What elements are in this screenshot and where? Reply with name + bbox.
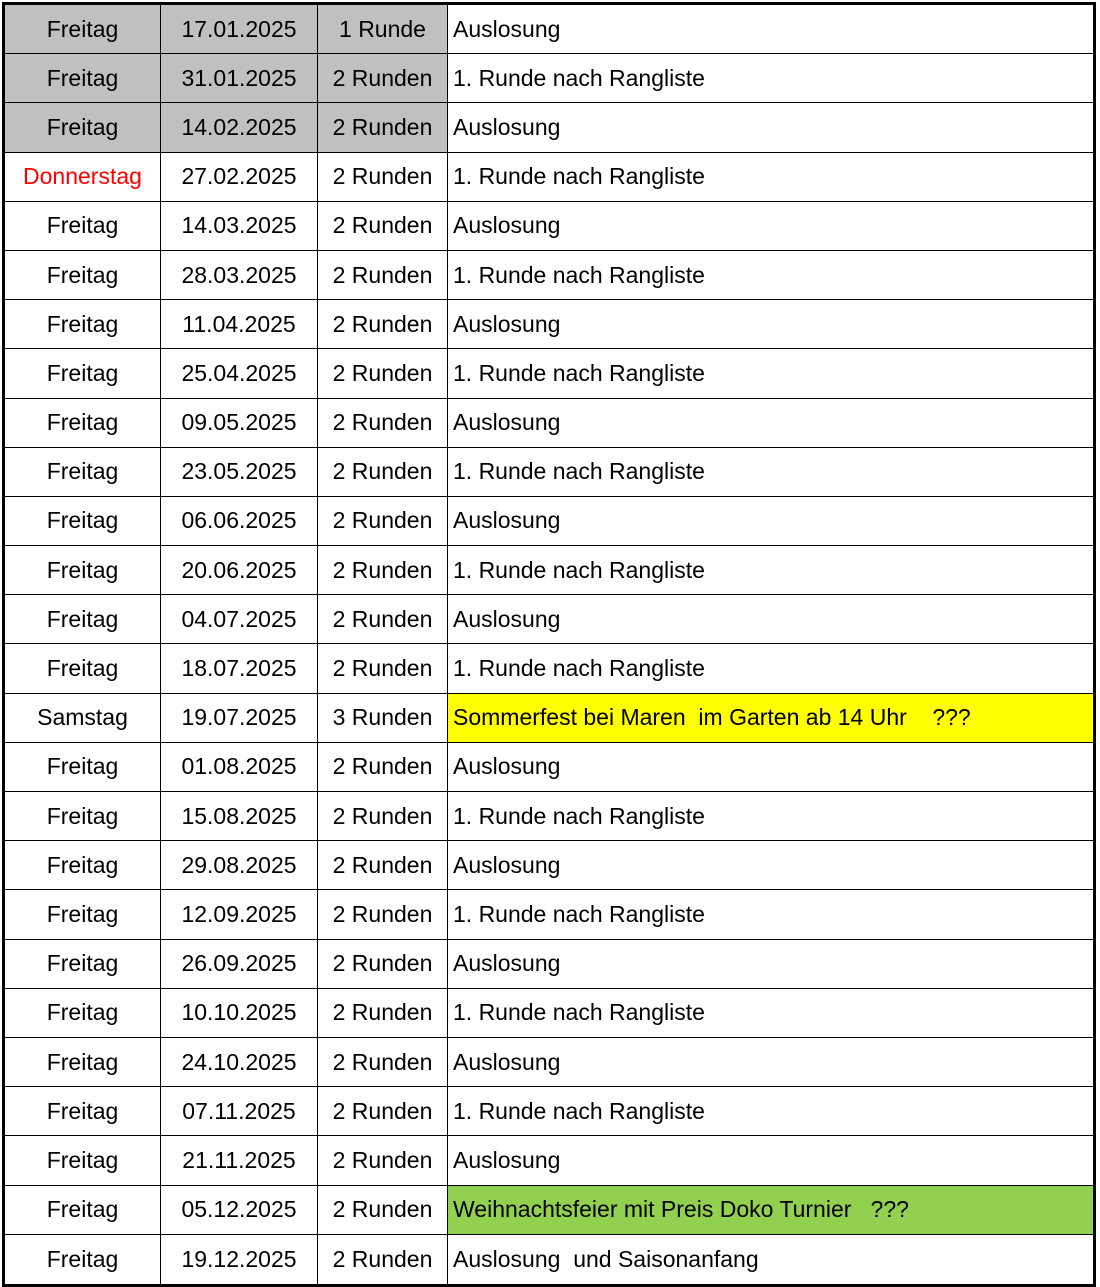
note-cell: Auslosung <box>453 15 561 42</box>
table-row <box>5 251 1093 300</box>
note-cell: 1. Runde nach Rangliste <box>453 556 705 583</box>
table-row <box>5 644 1093 693</box>
note-cell: Auslosung <box>453 113 561 140</box>
weekday-cell: Freitag <box>5 300 161 348</box>
rounds-cell: 2 Runden <box>318 448 448 496</box>
rounds-cell: 3 Runden <box>318 694 448 742</box>
rounds-cell: 2 Runden <box>318 497 448 545</box>
rounds-cell: 2 Runden <box>318 300 448 348</box>
date-cell: 20.06.2025 <box>161 546 318 594</box>
table-row <box>5 448 1093 497</box>
table-row <box>5 792 1093 841</box>
table-row <box>5 349 1093 398</box>
rounds-cell: 2 Runden <box>318 1087 448 1135</box>
rounds-cell: 2 Runden <box>318 743 448 791</box>
rounds-cell: 1 Runde <box>318 5 448 53</box>
table-row <box>5 103 1093 152</box>
weekday-cell: Freitag <box>5 399 161 447</box>
weekday-cell: Samstag <box>5 694 161 742</box>
weekday-cell: Freitag <box>5 546 161 594</box>
table-row <box>5 5 1093 54</box>
weekday-cell: Freitag <box>5 1087 161 1135</box>
table-row <box>5 153 1093 202</box>
table-row <box>5 1186 1093 1235</box>
note-cell: Auslosung <box>453 1048 561 1075</box>
date-cell: 09.05.2025 <box>161 399 318 447</box>
schedule-table <box>2 2 1096 1287</box>
weekday-cell: Freitag <box>5 103 161 151</box>
date-cell: 19.07.2025 <box>161 694 318 742</box>
date-cell: 11.04.2025 <box>161 300 318 348</box>
rounds-cell: 2 Runden <box>318 1235 448 1284</box>
table-row <box>5 399 1093 448</box>
note-cell: 1. Runde nach Rangliste <box>453 999 705 1026</box>
table-row <box>5 1136 1093 1185</box>
note-cell: Auslosung <box>453 851 561 878</box>
weekday-cell: Freitag <box>5 1038 161 1086</box>
weekday-cell: Freitag <box>5 448 161 496</box>
date-cell: 26.09.2025 <box>161 940 318 988</box>
rounds-cell: 2 Runden <box>318 153 448 201</box>
date-cell: 23.05.2025 <box>161 448 318 496</box>
date-cell: 25.04.2025 <box>161 349 318 397</box>
rounds-cell: 2 Runden <box>318 349 448 397</box>
date-cell: 01.08.2025 <box>161 743 318 791</box>
table-row <box>5 841 1093 890</box>
note-cell: 1. Runde nach Rangliste <box>453 900 705 927</box>
table-row <box>5 743 1093 792</box>
date-cell: 14.03.2025 <box>161 202 318 250</box>
note-cell: Auslosung <box>453 605 561 632</box>
table-row <box>5 546 1093 595</box>
rounds-cell: 2 Runden <box>318 989 448 1037</box>
date-cell: 19.12.2025 <box>161 1235 318 1284</box>
note-cell: Sommerfest bei Maren im Garten ab 14 Uhr ??? <box>448 694 1093 742</box>
table-row <box>5 1235 1093 1284</box>
date-cell: 07.11.2025 <box>161 1087 318 1135</box>
weekday-cell: Freitag <box>5 890 161 938</box>
note-cell: 1. Runde nach Rangliste <box>453 1097 705 1124</box>
note-cell: 1. Runde nach Rangliste <box>453 261 705 288</box>
date-cell: 18.07.2025 <box>161 644 318 692</box>
note-cell: Auslosung <box>453 950 561 977</box>
date-cell: 29.08.2025 <box>161 841 318 889</box>
weekday-cell: Freitag <box>5 497 161 545</box>
table-row <box>5 1087 1093 1136</box>
rounds-cell: 2 Runden <box>318 1186 448 1234</box>
date-cell: 06.06.2025 <box>161 497 318 545</box>
weekday-cell: Freitag <box>5 1235 161 1284</box>
date-cell: 15.08.2025 <box>161 792 318 840</box>
note-cell: Auslosung <box>453 753 561 780</box>
date-cell: 17.01.2025 <box>161 5 318 53</box>
note-cell: 1. Runde nach Rangliste <box>453 458 705 485</box>
date-cell: 31.01.2025 <box>161 54 318 102</box>
note-cell: 1. Runde nach Rangliste <box>453 64 705 91</box>
rounds-cell: 2 Runden <box>318 546 448 594</box>
date-cell: 05.12.2025 <box>161 1186 318 1234</box>
note-cell: 1. Runde nach Rangliste <box>453 802 705 829</box>
date-cell: 21.11.2025 <box>161 1136 318 1184</box>
note-cell: 1. Runde nach Rangliste <box>453 655 705 682</box>
table-row <box>5 989 1093 1038</box>
weekday-cell: Freitag <box>5 5 161 53</box>
weekday-cell: Freitag <box>5 1186 161 1234</box>
weekday-cell: Freitag <box>5 644 161 692</box>
date-cell: 04.07.2025 <box>161 595 318 643</box>
rounds-cell: 2 Runden <box>318 251 448 299</box>
weekday-cell: Freitag <box>5 940 161 988</box>
note-cell: Auslosung <box>453 310 561 337</box>
rounds-cell: 2 Runden <box>318 103 448 151</box>
date-cell: 14.02.2025 <box>161 103 318 151</box>
date-cell: 10.10.2025 <box>161 989 318 1037</box>
date-cell: 28.03.2025 <box>161 251 318 299</box>
table-row <box>5 202 1093 251</box>
note-cell: Auslosung <box>453 409 561 436</box>
weekday-cell: Donnerstag <box>5 153 161 201</box>
rounds-cell: 2 Runden <box>318 792 448 840</box>
table-row <box>5 1038 1093 1087</box>
weekday-cell: Freitag <box>5 202 161 250</box>
weekday-cell: Freitag <box>5 989 161 1037</box>
rounds-cell: 2 Runden <box>318 940 448 988</box>
note-cell: Auslosung <box>453 507 561 534</box>
weekday-cell: Freitag <box>5 595 161 643</box>
weekday-cell: Freitag <box>5 792 161 840</box>
rounds-cell: 2 Runden <box>318 399 448 447</box>
rounds-cell: 2 Runden <box>318 841 448 889</box>
note-cell: 1. Runde nach Rangliste <box>453 163 705 190</box>
weekday-cell: Freitag <box>5 1136 161 1184</box>
note-cell: 1. Runde nach Rangliste <box>453 359 705 386</box>
table-row <box>5 300 1093 349</box>
date-cell: 27.02.2025 <box>161 153 318 201</box>
rounds-cell: 2 Runden <box>318 202 448 250</box>
table-row <box>5 940 1093 989</box>
rounds-cell: 2 Runden <box>318 595 448 643</box>
date-cell: 24.10.2025 <box>161 1038 318 1086</box>
table-row <box>5 54 1093 103</box>
weekday-cell: Freitag <box>5 743 161 791</box>
rounds-cell: 2 Runden <box>318 1136 448 1184</box>
note-cell: Auslosung und Saisonanfang <box>453 1245 759 1272</box>
table-row <box>5 595 1093 644</box>
date-cell: 12.09.2025 <box>161 890 318 938</box>
rounds-cell: 2 Runden <box>318 890 448 938</box>
weekday-cell: Freitag <box>5 54 161 102</box>
rounds-cell: 2 Runden <box>318 1038 448 1086</box>
weekday-cell: Freitag <box>5 251 161 299</box>
note-cell: Weihnachtsfeier mit Preis Doko Turnier ??? <box>448 1186 1093 1234</box>
note-cell: Auslosung <box>453 1146 561 1173</box>
table-row <box>5 890 1093 939</box>
weekday-cell: Freitag <box>5 841 161 889</box>
rounds-cell: 2 Runden <box>318 644 448 692</box>
table-row <box>5 694 1093 743</box>
table-row <box>5 497 1093 546</box>
weekday-cell: Freitag <box>5 349 161 397</box>
note-cell: Auslosung <box>453 212 561 239</box>
rounds-cell: 2 Runden <box>318 54 448 102</box>
